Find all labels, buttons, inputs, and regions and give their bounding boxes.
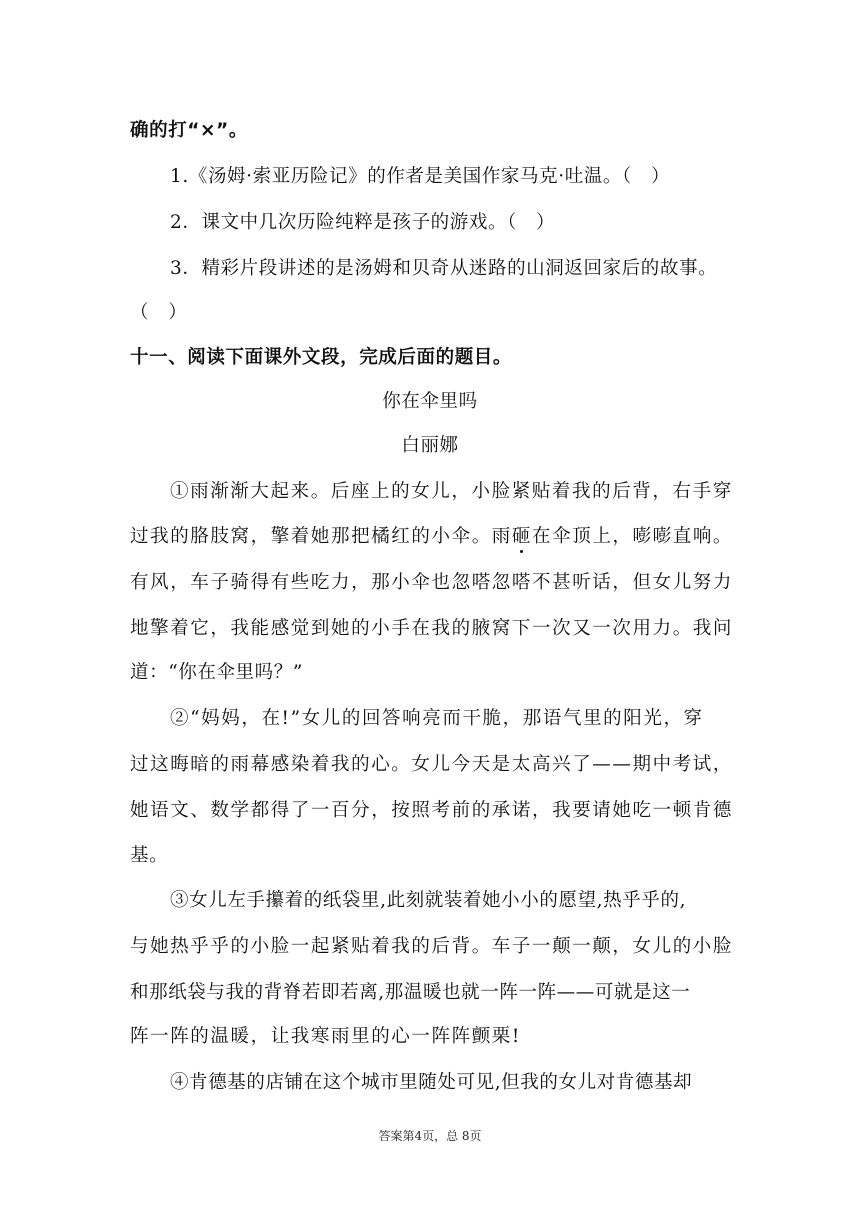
paragraph-line: 基。: [130, 845, 169, 866]
q10-item-3-blank: （ ）: [130, 302, 188, 323]
article-author: 白丽娜: [401, 435, 459, 456]
q11-heading: 十一、阅读下面课外文段，完成后面的题目。: [130, 347, 513, 368]
paragraph-segment: 在伞顶上，嘭嘭直响。: [532, 526, 734, 547]
page-footer: 答案第4页，总 8页: [378, 1129, 482, 1143]
article-title: 你在伞里吗: [382, 391, 478, 412]
paragraph-segment: 过我的胳肢窝，擎着她那把橘红的小伞。雨: [130, 526, 512, 547]
paragraph-line: 过这晦暗的雨幕感染着我的心。女儿今天是太高兴了——期中考试，: [130, 754, 734, 775]
paragraph-line: ①雨渐渐大起来。后座上的女儿，小脸紧贴着我的后背，右手穿: [170, 481, 733, 502]
paragraph-line: ④肯德基的店铺在这个城市里随处可见,但我的女儿对肯德基却: [170, 1072, 693, 1093]
paragraph-line: ②“妈妈，在!”女儿的回答响亮而干脆，那语气里的阳光，穿: [170, 708, 704, 729]
paragraph-line: [130, 522, 733, 548]
q10-item-1: 1.《汤姆·索亚历险记》的作者是美国作家马克·吐温。（ ）: [170, 166, 671, 187]
emphasis-dot-char: 砸: [511, 526, 533, 547]
paragraph-line: 和那纸袋与我的背脊若即若离,那温暖也就一阵一阵——可就是这一: [130, 982, 691, 1003]
paragraph-line: 阵一阵的温暖，让我寒雨里的心一阵阵颤栗!: [130, 1026, 521, 1047]
paragraph-line: 地擎着它，我能感觉到她的小手在我的腋窝下一次又一次用力。我问: [130, 618, 734, 639]
q10-tail: 确的打“×”。: [130, 120, 249, 141]
paragraph-line: 与她热乎乎的小脸一起紧贴着我的后背。车子一颠一颠，女儿的小脸: [130, 936, 734, 957]
paragraph-line: ③女儿左手攥着的纸袋里,此刻就装着她小小的愿望,热乎乎的,: [170, 890, 687, 911]
paragraph-line: 她语文、数学都得了一百分，按照考前的承诺，我要请她吃一顿肯德: [130, 800, 734, 821]
q10-item-3: 3．精彩片段讲述的是汤姆和贝奇从迷路的山洞返回家后的故事。: [170, 258, 718, 279]
paragraph-line: 有风，车子骑得有些吃力，那小伞也忽嗒忽嗒不甚听话，但女儿努力: [130, 572, 734, 593]
paragraph-line: 道：“你在伞里吗？”: [130, 662, 303, 683]
q10-item-2: 2．课文中几次历险纯粹是孩子的游戏。（ ）: [170, 212, 556, 233]
